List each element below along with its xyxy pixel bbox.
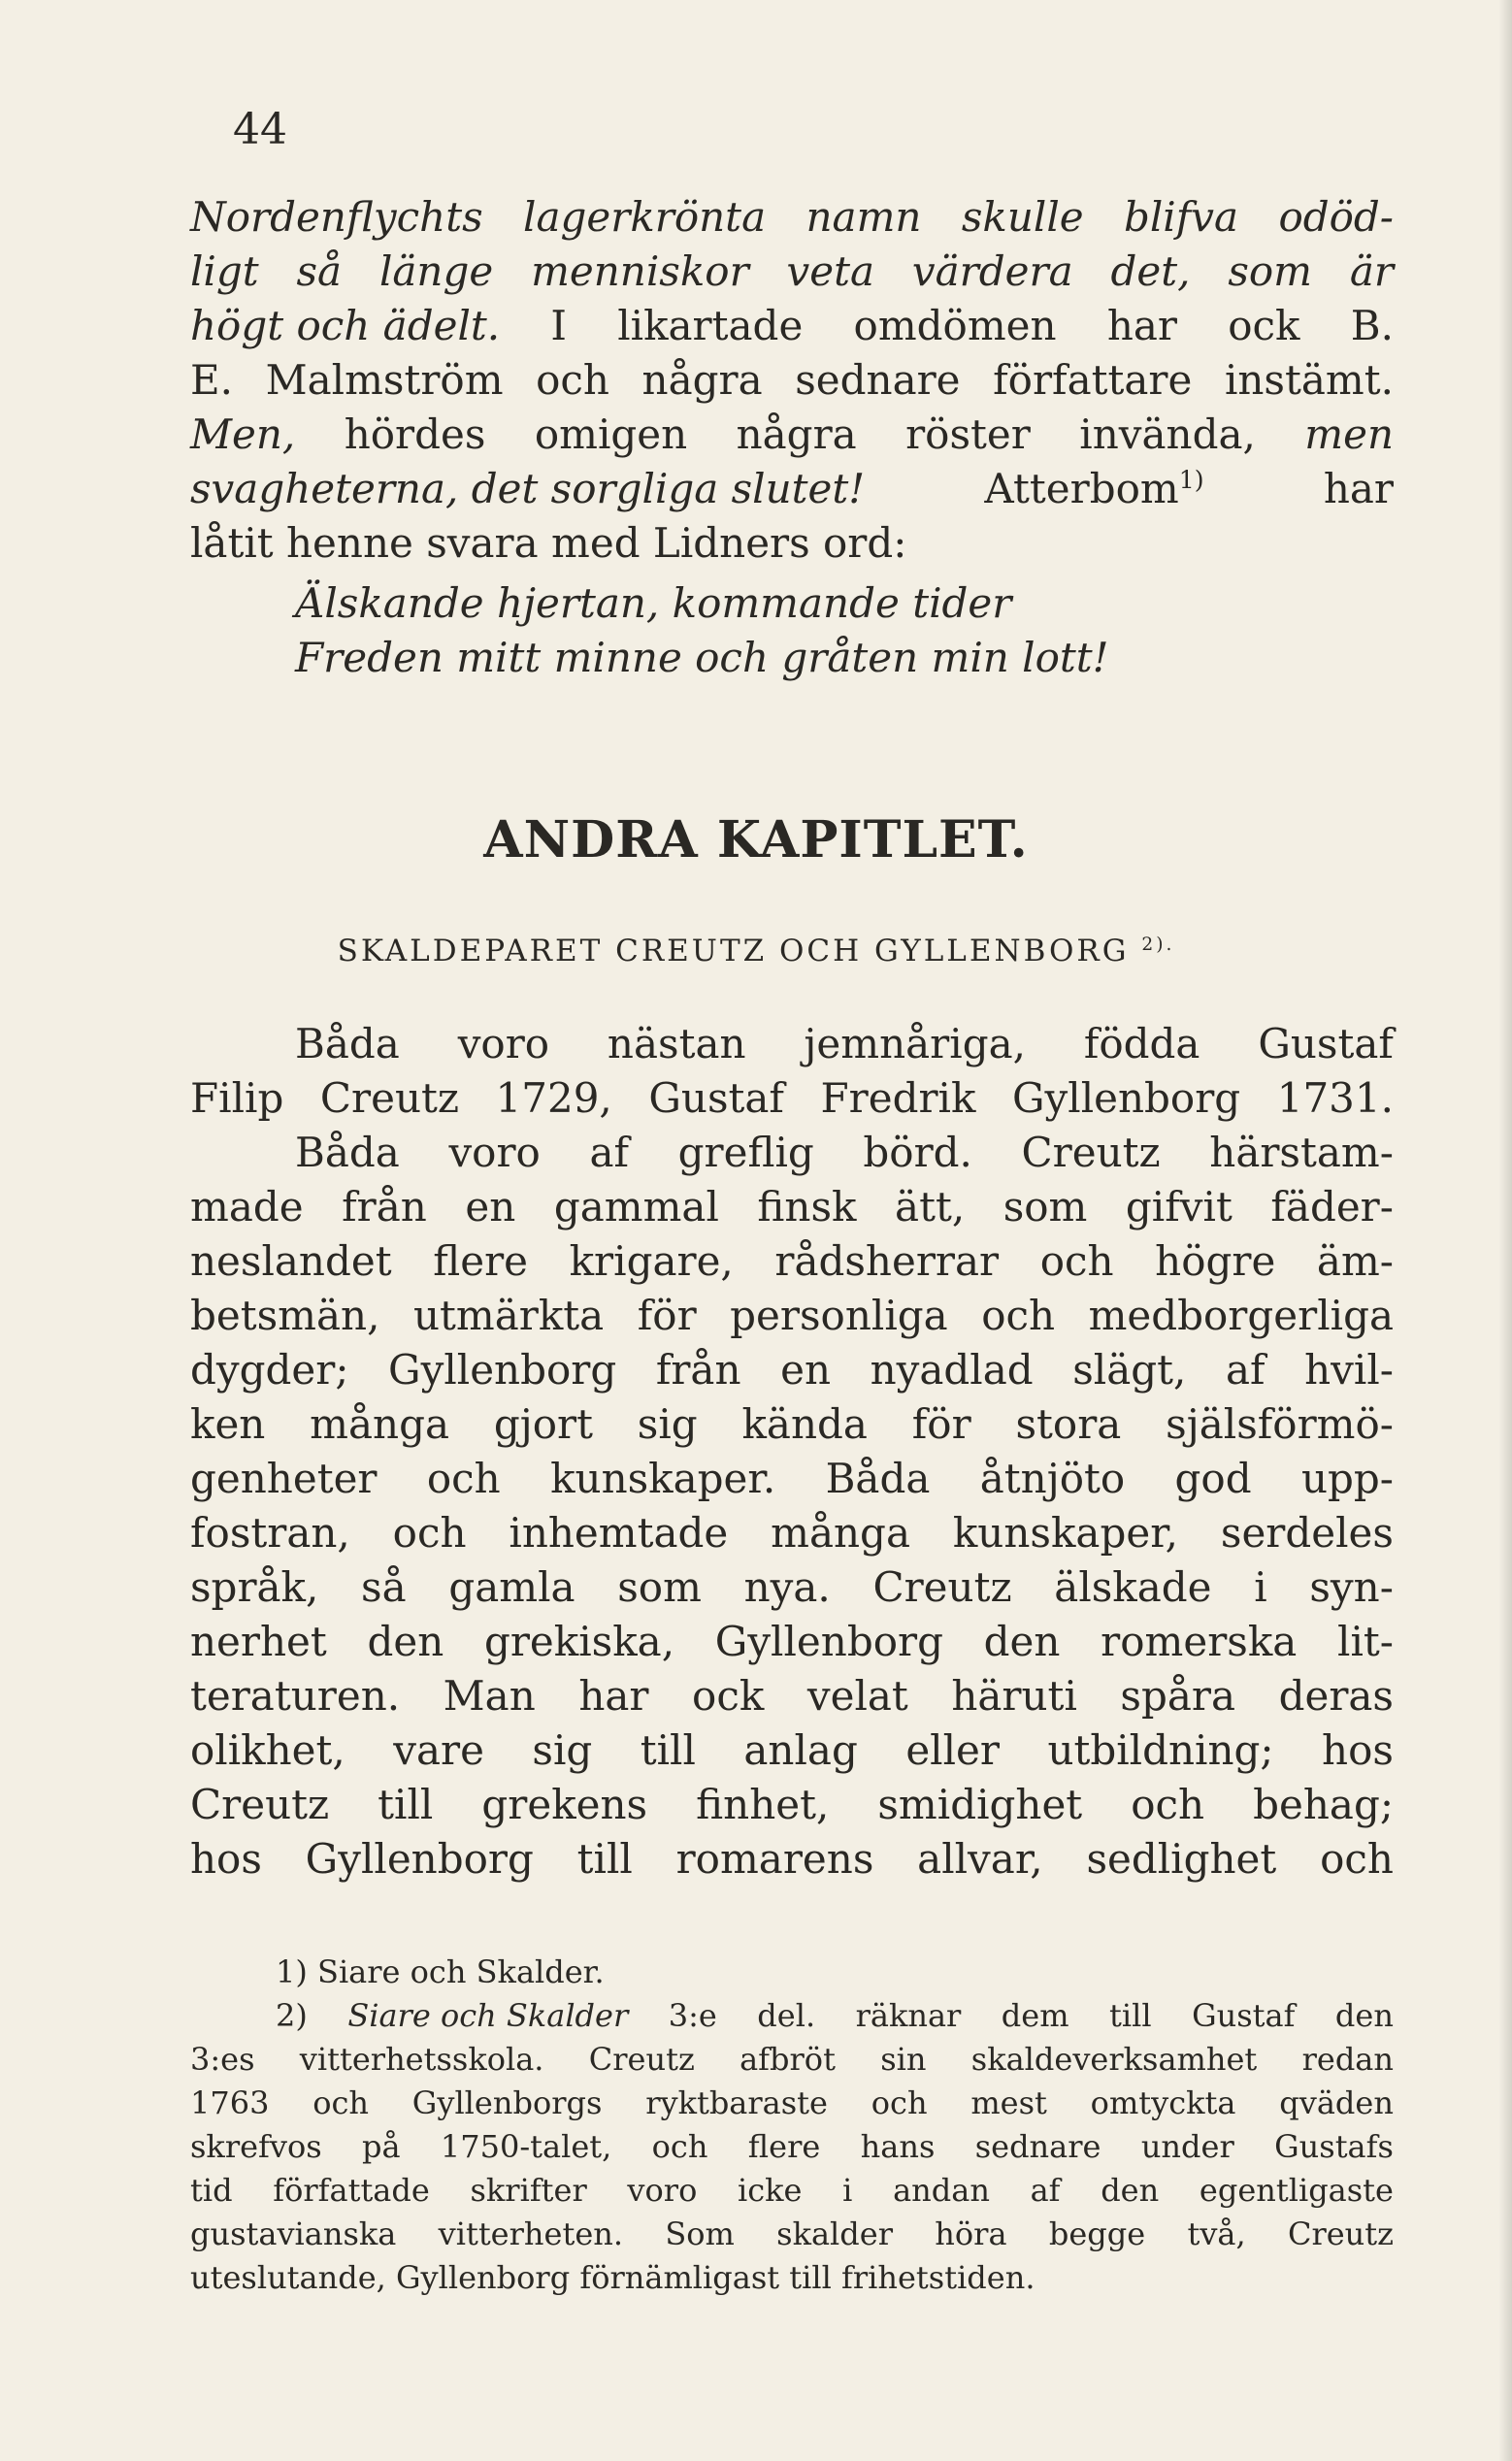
text-line: dygder; Gyllenborg från en nyadlad slägt, af hvil- <box>190 1346 1394 1394</box>
footnote-1: 1) Siare och Skalder. <box>276 1953 605 1990</box>
verse-line: Älskande hjertan, kommande tider <box>295 579 1012 627</box>
chapter-heading: ANDRA KAPITLET. <box>483 810 1029 870</box>
page-number: 44 <box>233 105 287 154</box>
text-line: E. Malmström och några sednare författare instämt. <box>190 356 1394 404</box>
text-line: genheter och kunskaper. Båda åtnjöto god upp- <box>190 1455 1394 1502</box>
text-line: olikhet, vare sig till anlag eller utbildning; hos <box>190 1726 1394 1774</box>
footnote-line: 3:es vitterhetsskola. Creutz afbröt sin skaldeverksamhet redan <box>190 2041 1394 2078</box>
footnote-2: 2) Siare och Skalder 3:e del. räknar dem till Gustaf den <box>276 1997 1394 2034</box>
text-line: nerhet den grekiska, Gyllenborg den romerska lit- <box>190 1618 1394 1665</box>
text-line: made från en gammal finsk ätt, som gifvit fäder- <box>190 1183 1394 1230</box>
footnote-ref: 1) <box>1178 465 1204 494</box>
verse-line: Freden mitt minne och gråten min lott! <box>295 634 1109 681</box>
text-line: svagheterna, det sorgliga slutet! Atterbom$^{1)}$ har <box>190 465 1394 512</box>
text-line: språk, så gamla som nya. Creutz älskade i syn- <box>190 1563 1394 1611</box>
text-line: Filip Creutz 1729, Gustaf Fredrik Gyllenborg 1731. <box>190 1074 1394 1122</box>
text-line: hos Gyllenborg till romarens allvar, sedlighet och <box>190 1835 1394 1883</box>
text-line: ligt så länge menniskor veta värdera det, som är <box>190 247 1394 295</box>
text-line: betsmän, utmärkta för personliga och medborgerliga <box>190 1292 1394 1339</box>
text-line: fostran, och inhemtade många kunskaper, serdeles <box>190 1509 1394 1557</box>
text-line: teraturen. Man har ock velat häruti spåra deras <box>190 1672 1394 1720</box>
text-line: ken många gjort sig kända för stora själsförmö- <box>190 1400 1394 1448</box>
footnote-line: uteslutande, Gyllenborg förnämligast till frihetstiden. <box>190 2259 1035 2296</box>
footnote-line: gustavianska vitterheten. Som skalder höra begge två, Creutz <box>190 2215 1394 2252</box>
chapter-subheading: SKALDEPARET CREUTZ OCH GYLLENBORG $^{2).}$ <box>337 934 1175 968</box>
text-line: Men, hördes omigen några röster invända, men <box>190 410 1394 458</box>
text-line: Båda voro af greflig börd. Creutz härstam- <box>295 1129 1394 1176</box>
footnote-line: skrefvos på 1750-talet, och flere hans sednare under Gustafs <box>190 2128 1394 2165</box>
text-line: låtit henne svara med Lidners ord: <box>190 519 907 567</box>
text-line: Creutz till grekens finhet, smidighet och behag; <box>190 1781 1394 1828</box>
footnote-line: tid författade skrifter voro icke i andan af den egentligaste <box>190 2172 1394 2209</box>
page-edge-shadow <box>1498 0 1512 2461</box>
text-line: Nordenflychts lagerkrönta namn skulle blifva odöd- <box>190 193 1394 241</box>
text-line: högt och ädelt. I likartade omdömen har ock B. <box>190 302 1394 349</box>
text-line: neslandet flere krigare, rådsherrar och högre äm- <box>190 1237 1394 1285</box>
text-line: Båda voro nästan jemnåriga, födda Gustaf <box>295 1020 1394 1067</box>
footnote-line: 1763 och Gyllenborgs ryktbaraste och mest omtyckta qväden <box>190 2084 1394 2121</box>
